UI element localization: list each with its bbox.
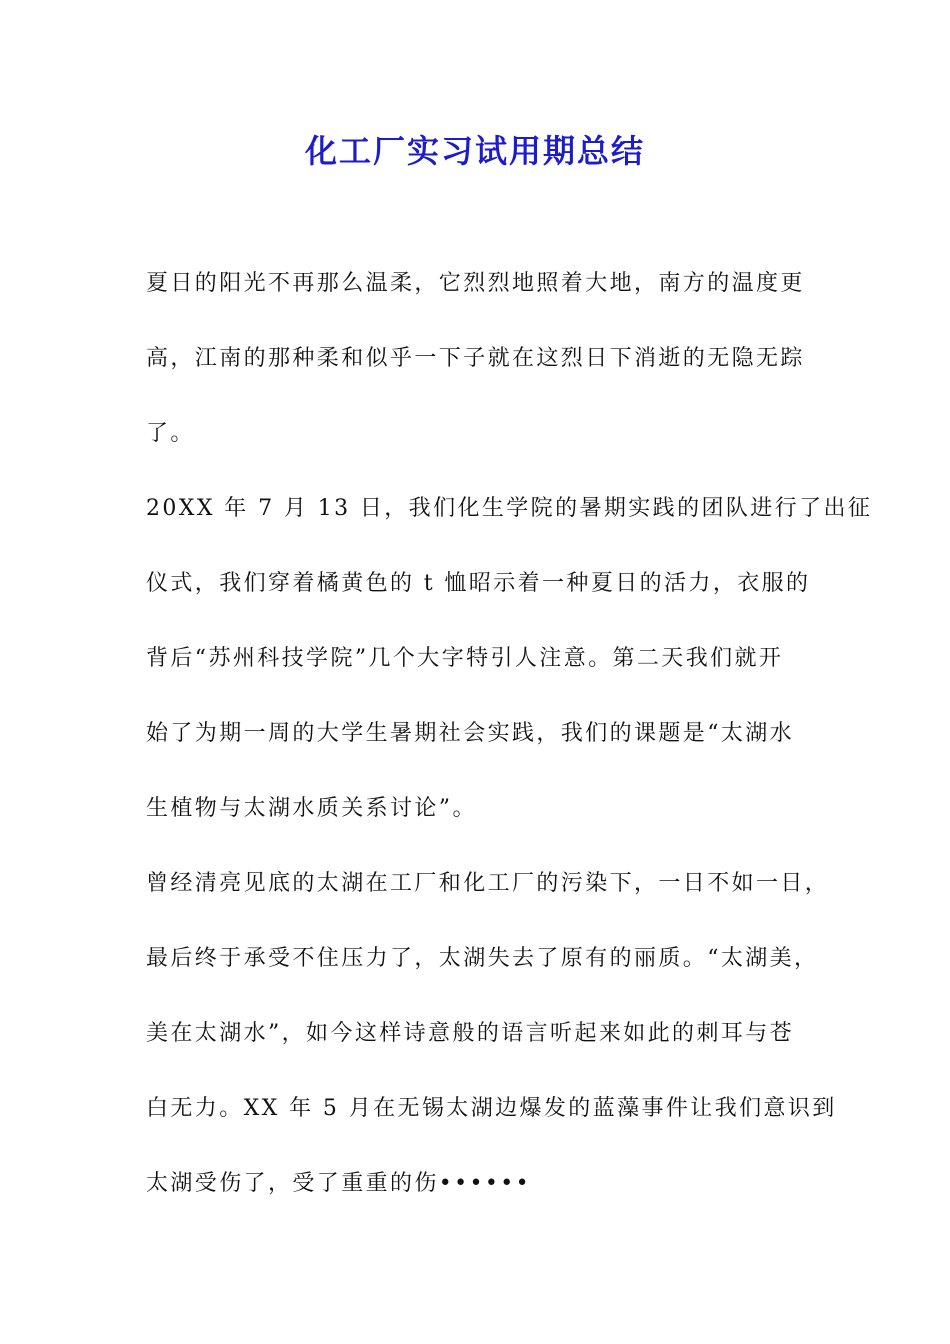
paragraph-line: 最后终于承受不住压力了，太湖失去了原有的丽质。“太湖美， [146,946,819,971]
paragraph-line: 生植物与太湖水质关系讨论”。 [146,796,477,821]
paragraph-line: 太湖受伤了，受了重重的伤•••••• [146,1171,532,1196]
paragraph-line: 仪式，我们穿着橘黄色的 t 恤昭示着一种夏日的活力，衣服的 [146,571,811,596]
paragraph-line: 20XX 年 7 月 13 日，我们化生学院的暑期实践的团队进行了出征 [146,496,873,521]
document-title: 化工厂实习试用期总结 [304,132,645,170]
paragraph-line: 夏日的阳光不再那么温柔，它烈烈地照着大地，南方的温度更 [146,271,805,296]
paragraph-line: 曾经清亮见底的太湖在工厂和化工厂的污染下，一日不如一日， [146,871,830,896]
paragraph-line: 了。 [146,421,195,446]
paragraph-line: 始了为期一周的大学生暑期社会实践，我们的课题是“太湖水 [146,721,795,746]
paragraph-line: 背后“苏州科技学院”几个大字特引人注意。第二天我们就开 [146,646,784,671]
paragraph-line: 白无力。XX 年 5 月在无锡太湖边爆发的蓝藻事件让我们意识到 [146,1096,837,1121]
paragraph-line: 高，江南的那种柔和似乎一下子就在这烈日下消逝的无隐无踪 [146,346,805,371]
paragraph-line: 美在太湖水”，如今这样诗意般的语言听起来如此的刺耳与苍 [146,1021,795,1046]
